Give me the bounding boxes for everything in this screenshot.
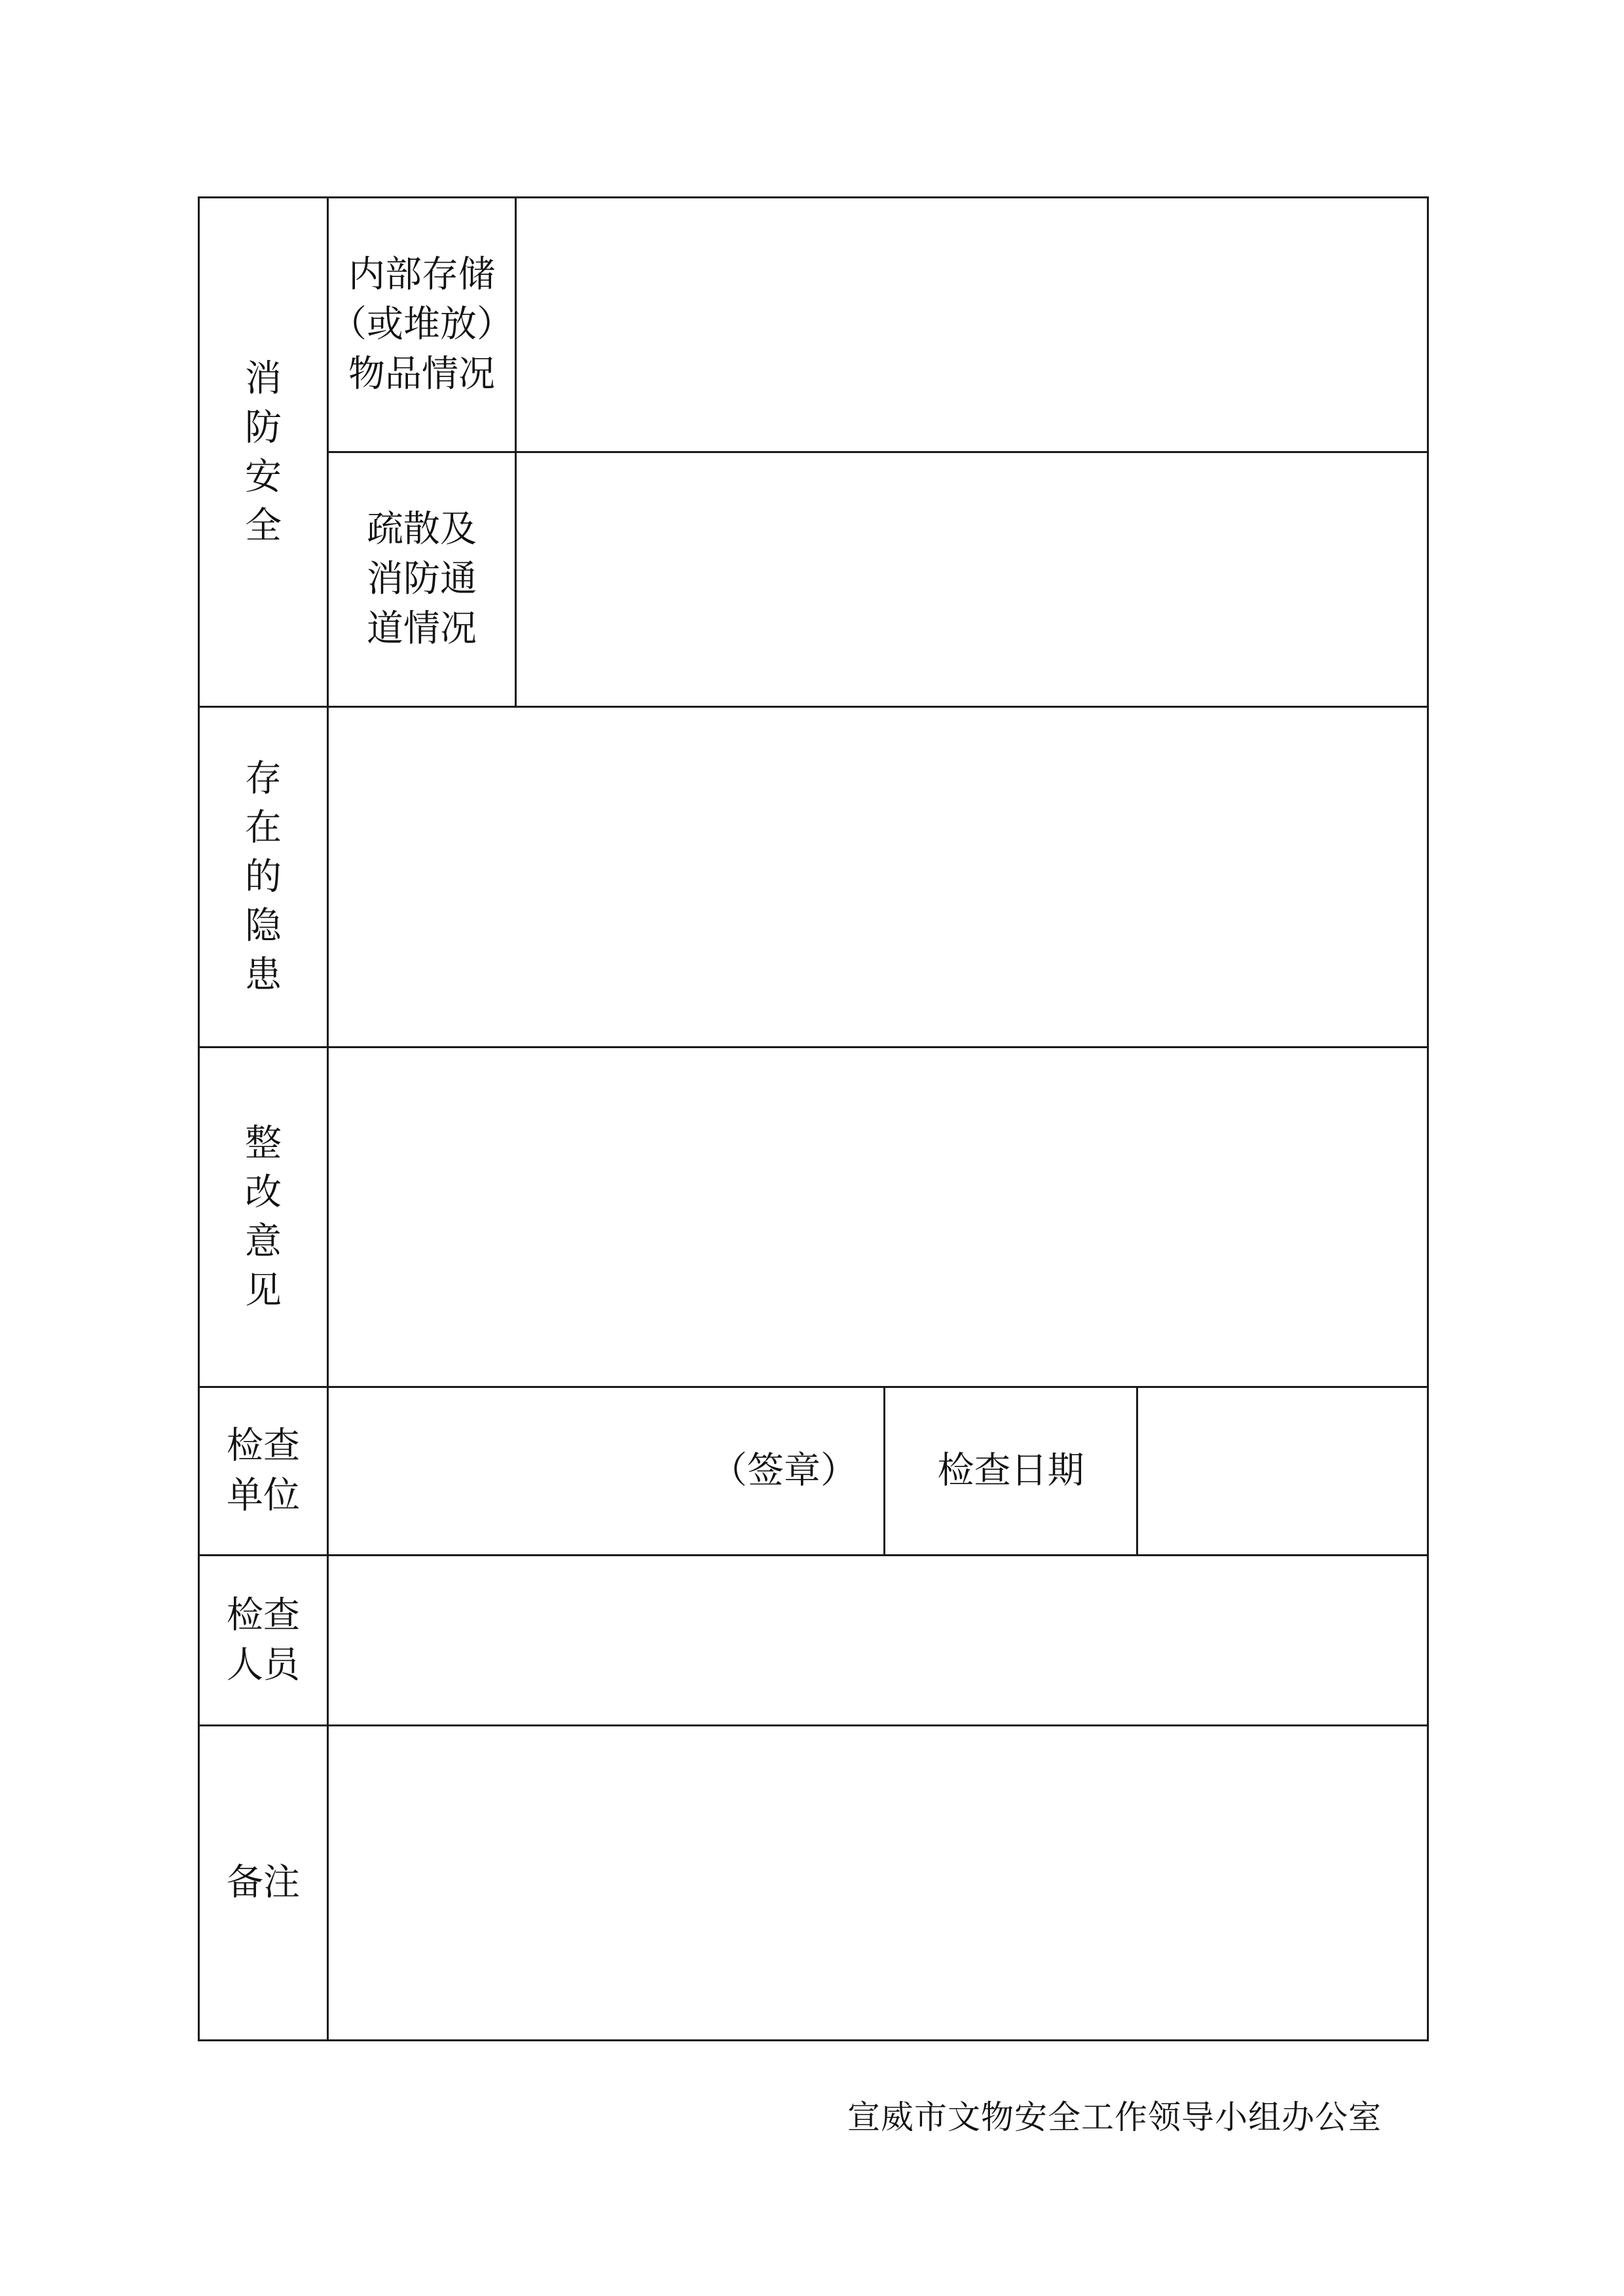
hazards-label-cell (200, 708, 327, 1046)
fire-safety-label: 消 防 安 全 (245, 357, 282, 547)
fire-safety-label-cell (200, 198, 327, 706)
inspectors-label: 检查 人员 (227, 1594, 300, 1686)
rectification-label-cell (200, 1048, 327, 1386)
inspection-unit-label: 检查 单位 (227, 1425, 300, 1517)
rectification-label: 整 改 意 见 (245, 1122, 282, 1312)
table-border-bottom (198, 2039, 1429, 2041)
issuer-footer: 宣威市文物安全工作领导小组办公室 (847, 2098, 1382, 2136)
seal-label: （签章） (710, 1449, 857, 1492)
storage-field[interactable] (517, 198, 1427, 451)
hazards-field[interactable] (329, 708, 1427, 1046)
evacuation-label: 疏散及 消防通 道情况 (367, 508, 477, 650)
hazards-label: 存 在 的 隐 患 (245, 757, 282, 996)
remarks-label: 备注 (227, 1861, 300, 1904)
storage-label: 内部存储 （或堆放） 物品情况 (330, 253, 513, 395)
evacuation-field[interactable] (517, 453, 1427, 706)
inspection-date-label: 检查日期 (937, 1449, 1084, 1492)
inspection-date-field[interactable] (1138, 1388, 1427, 1554)
inspection-unit-field[interactable] (329, 1388, 883, 1554)
table-border-right (1427, 196, 1429, 2041)
rectification-field[interactable] (329, 1048, 1427, 1386)
inspectors-field[interactable] (329, 1556, 1427, 1724)
remarks-field[interactable] (329, 1726, 1427, 2039)
